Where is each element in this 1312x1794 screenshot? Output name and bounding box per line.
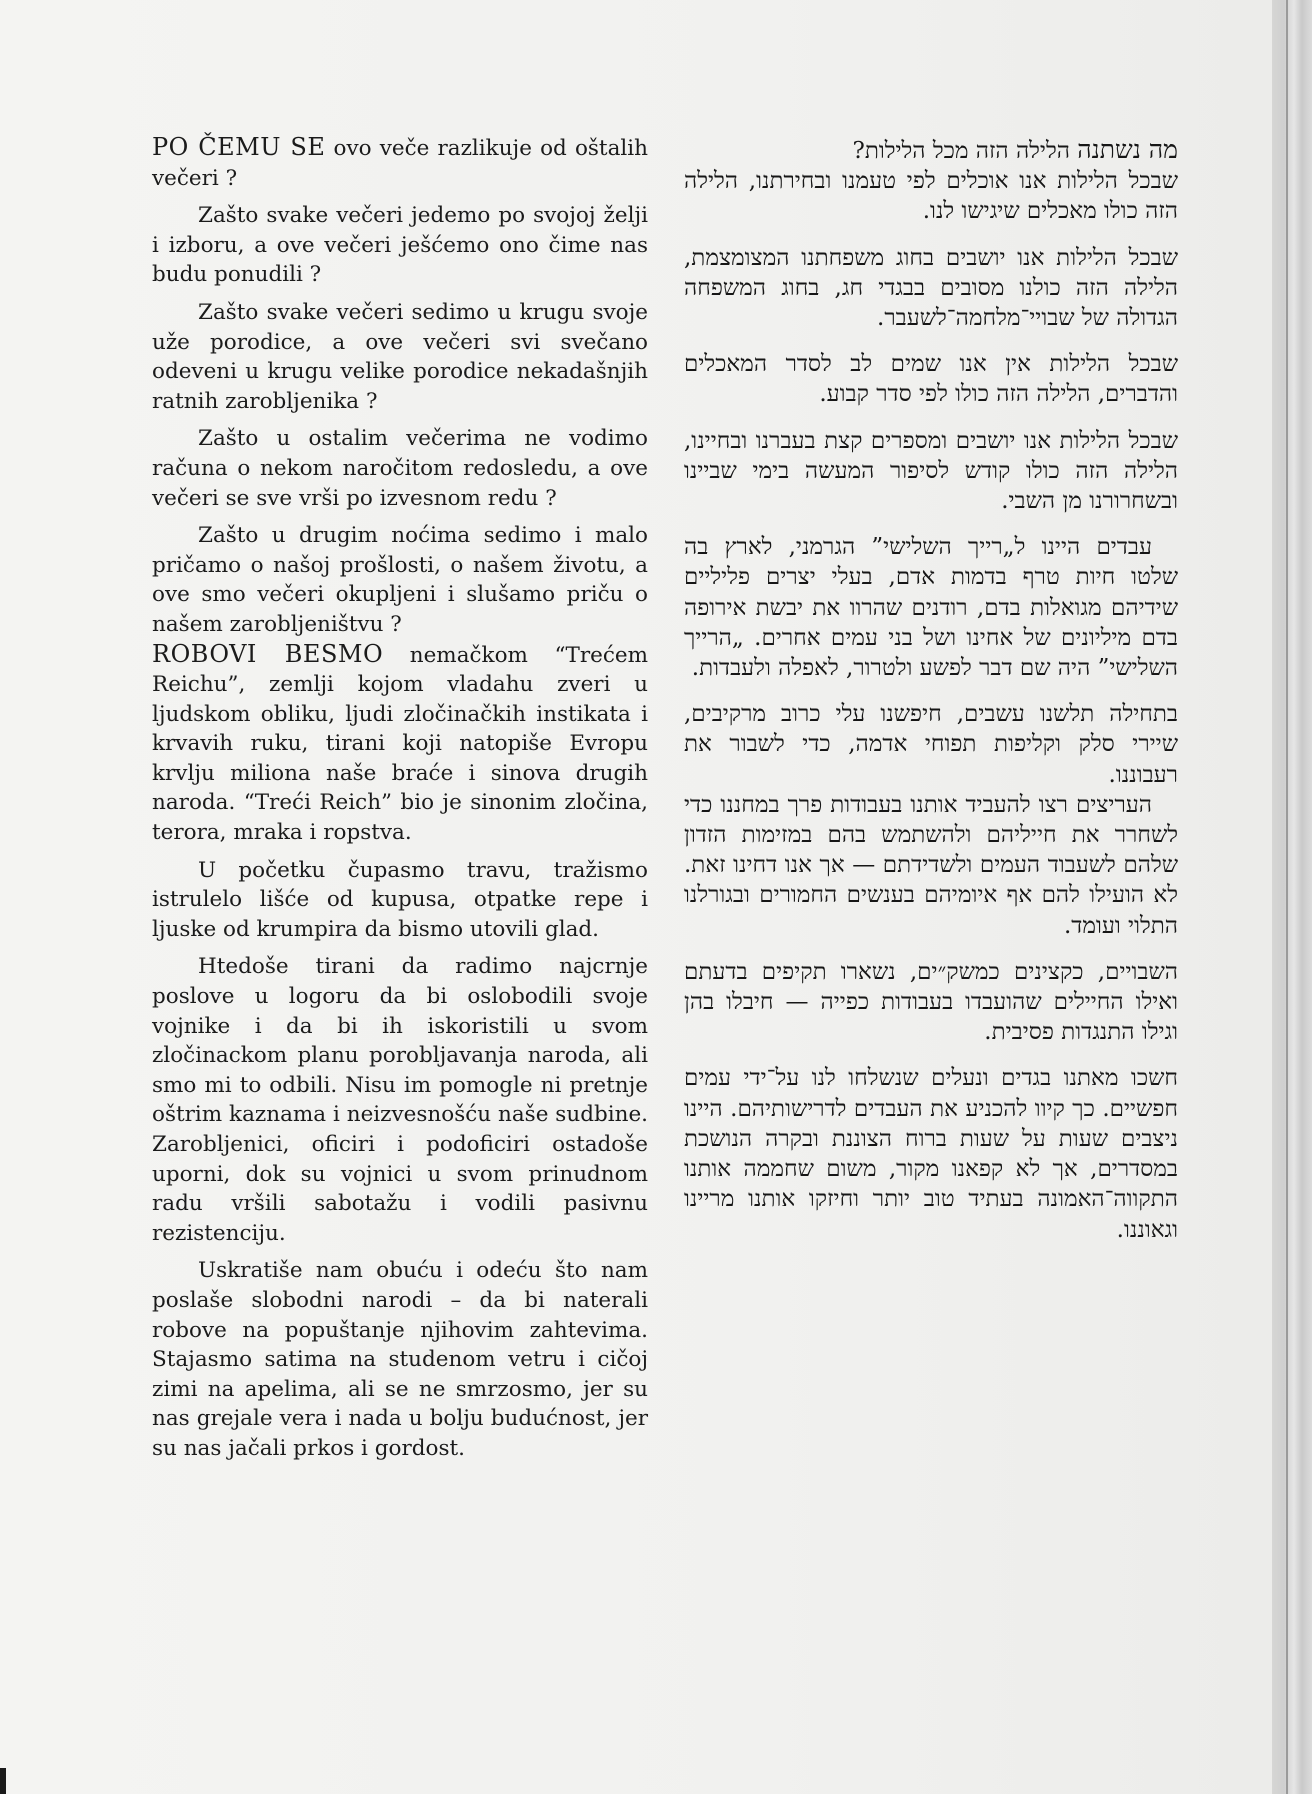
hebrew-slaves-paragraph: עבדים היינו ל„רייך השלישי” הגרמני, לארץ בה שלטו חיות טרף בדמות אדם, בעלי יצרים פליליים שידיהם מגואלות בדם, רודנים שהרוו את יבשת אירופה בדם מיליונים של אחינו ושל בני עמים אחרים. „הרייך השלישי” היה שם דבר לפשע ולטרור, לאפלה ולעבדות. (684, 534, 1178, 682)
serbian-clothing-paragraph: Uskratiše nam obuću i odeću što nam poslaše slobodni narodi – da bi naterali robove na popuštanje njihovim zahtevima. Stajasmo satima na studenom vetru i cičoj zimi na apelima, ali se ne smrzosmo, jer su nas grejale vera i nada u bolju budućnost, jer su nas jačali prkos i gordost. (152, 1258, 648, 1461)
serbian-lead-text: ovo veče razlikuje od oštalih večeri ? (152, 136, 648, 191)
page-edge-shadow (1272, 0, 1312, 1794)
serbian-slaves-caps: ROBOVI BESMO (152, 639, 384, 668)
hebrew-column (684, 135, 1178, 1261)
serbian-question-2: Zašto svake večeri sedimo u krugu svoje uže porodice, a ove večeri svi svečano odeveni u krugu velike porodice nekadašnjih ratnih zarobljenika ? (152, 299, 648, 414)
serbian-labor-paragraph: Htedoše tirani da radimo najcrnje poslove u logoru da bi oslobodili svoje vojnike i da bi ih iskoristili u svom zločinackom planu porobljavanja naroda, ali smo mi to odbili. Nisu im pomogle ni pretnje oštrim kaznama i neizvesnošću naše sudbine. Zarobljenici, oficiri i podoficiri ostadoše uporni, dok su vojnici u svom prinudnom radu vršili sabotažu i vodili pasivnu rezistenciju. (152, 954, 648, 1246)
hebrew-question-4: שבכל הלילות אנו יושבים ומספרים קצת בעברנו ובחיינו, הלילה הזה כולו קודש לסיפור המעשה בימי שביינו ובשחרורנו מן השבי. (684, 427, 1178, 515)
hebrew-lead-rest: הלילה הזה מכל הלילות? (852, 138, 1078, 164)
binding-mark (0, 1768, 6, 1794)
serbian-question-1: Zašto svake večeri jedemo po svojoj želji i izboru, a ove večeri ješćemo ono čime nas budu ponudili ? (152, 203, 648, 288)
hebrew-labor-paragraph: העריצים רצו להעביד אותנו בעבודות פרך במחננו כדי לשחרר את חייליהם ולהשתמש בהם במזימות הזדון שלהם לשעבוד העמים ולשדידתם — אך אנו דחינו זאת. לא הועילו להם אף איומיהם בענשים החמורים ובגורלנו התלוי ועומד. (684, 791, 1178, 939)
serbian-question-3: Zašto u ostalim večerima ne vodimo računa o nekom naročitom redosledu, a ove večeri se sve vrši po izvesnom redu ? (152, 426, 648, 511)
serbian-question-4: Zašto u drugim noćima sedimo i malo pričamo o našoj prošlosti, o našem životu, a ove smo večeri okupljeni i slušamo priču o našem zarobljeništvu ? (152, 523, 648, 637)
hebrew-question-2: שבכל הלילות אנו יושבים בחוג משפחתנו המצומצמת, הלילה הזה כולנו מסובים בבגדי חג, בחוג המשפחה הגדולה של שבויי־מלחמה־לשעבר. (684, 244, 1178, 332)
hebrew-intro-paragraph (684, 135, 1178, 166)
hebrew-sabotage-paragraph: השבויים, כקצינים כמשק״ים, נשארו תקיפים בדעתם ואילו החיילים שהועבדו בעבודות כפייה — חיבלו בהן וגילו התנגדות פסיבית. (684, 958, 1178, 1046)
hebrew-clothing-paragraph: חשכו מאתנו בגדים ונעלים שנשלחו לנו על־ידי עמים חפשיים. כך קיוו להכניע את העבדים לדרישותיהם. היינו ניצבים שעות על שעות ברוח הצוננת ובקרה הנושכת במסדרים, אך לא קפאנו מקור, משום שחממה אותנו התקווה־האמונה בעתיד טוב יותר וחיזקו אותנו מריינו וגאוננו. (684, 1065, 1178, 1243)
serbian-intro-paragraph (152, 133, 648, 193)
serbian-hunger-paragraph: U početku čupasmo travu, tražismo istrulelo lišće od kupusa, otpatke repe i ljuske od krumpira da bismo utovili glad. (152, 857, 648, 942)
hebrew-lead-text: מה נשתנה (1077, 135, 1178, 164)
serbian-slaves-paragraph (152, 640, 648, 848)
page-edge-line (1286, 0, 1288, 1794)
serbian-lead-caps: PO ČEMU SE (152, 133, 326, 161)
hebrew-question-3: שבכל הלילות אין אנו שמים לב לסדר המאכלים והדברים, הלילה הזה כולו לפי סדר קבוע. (684, 351, 1178, 408)
hebrew-hunger-paragraph: בתחילה תלשנו עשבים, חיפשנו עלי כרוב מרקיבים, שיירי סלק וקליפות תפוחי אדמה, כדי לשבור את רעבוננו. (684, 701, 1178, 788)
hebrew-question-1: שבכל הלילות אנו אוכלים לפי טעמנו ובחירתנו, הלילה הזה כולו מאכלים שיגישו לנו. (684, 168, 1178, 225)
serbian-column (152, 133, 648, 1472)
serbian-slaves-text: nemačkom “Trećem Reichu”, zemlji kojom vladahu zveri u ljudskom obliku, ljudi zločinačkih instikata i krvavih ruku, tirani koji natopiše Evropu krvlju miliona naše braće i sinova drugih naroda. “Treći Reich” bio je sinonim zločina, terora, mraka i ropstva. (152, 642, 648, 846)
